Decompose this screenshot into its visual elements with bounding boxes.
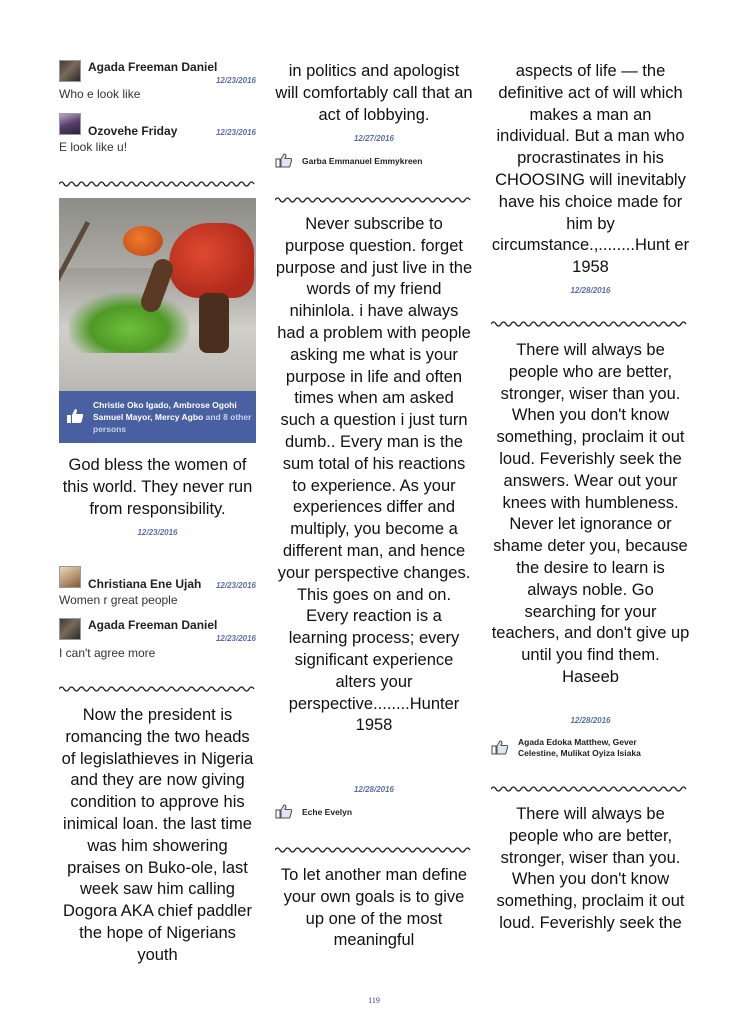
post-date: 12/28/2016 xyxy=(570,716,611,725)
thumbs-up-icon[interactable] xyxy=(66,408,84,424)
photo-woman-headscarf xyxy=(123,226,163,256)
wave-divider xyxy=(491,785,690,793)
photo-likes-banner[interactable] xyxy=(59,391,256,443)
comment-author[interactable]: Ozovehe Friday xyxy=(88,124,178,138)
comment-text: I can't agree more xyxy=(59,646,156,660)
avatar[interactable] xyxy=(59,566,81,588)
comment-date: 12/23/2016 xyxy=(215,634,256,643)
post-text: To let another man define your own goals is to give up one of the most meaningful xyxy=(280,866,468,950)
thumbs-up-icon[interactable] xyxy=(491,740,509,755)
comment xyxy=(59,113,256,153)
comment-author[interactable]: Agada Freeman Daniel xyxy=(88,60,218,74)
post-text: aspects of life — the definitive act of will which makes a man an individual. But a man who procrastinates in his CHOOSING will inevitably have his choice made for him by circumstance.,........Hunt er 1958 xyxy=(491,62,690,277)
post-text: Never subscribe to purpose question. forget purpose and just live in the words of my friend nihinlola. i have always had a problem with people asking me what is your purpose in life and often times when am asked such a question i just turn dumb.. Every man is the sum total of his reactions to experience. As your experiences differ and multiply, you become a different man, and hence your perspective changes. This goes on and on. Every reaction is a learning process; every significant experience alters your perspective........Hunter 1958 xyxy=(275,215,473,735)
like-names[interactable]: Agada Edoka Matthew, Gever Celestine, Mulikat Oyiza Isiaka xyxy=(518,737,641,758)
photo-woman xyxy=(169,223,254,298)
post-text: There will always be people who are better, stronger, wiser than you. When you don't know something, proclaim it out loud. Feverishly seek the xyxy=(496,805,685,932)
wave-divider xyxy=(275,846,473,854)
comment xyxy=(59,566,256,606)
comment-author[interactable]: Agada Freeman Daniel xyxy=(88,618,218,632)
photo-likes-text xyxy=(93,399,253,435)
wave-divider xyxy=(59,180,256,188)
photo-woman-leg xyxy=(199,293,229,353)
post-date: 12/23/2016 xyxy=(137,528,178,537)
like-row[interactable] xyxy=(275,153,473,169)
thumbs-up-icon[interactable] xyxy=(275,804,293,819)
post-text: in politics and apologist will comfortably call that an act of lobbying. xyxy=(275,62,473,124)
thumbs-up-icon[interactable] xyxy=(275,153,293,168)
comment-date: 12/23/2016 xyxy=(215,581,256,590)
comment-text: E look like u! xyxy=(59,140,128,154)
like-row[interactable] xyxy=(275,804,473,820)
post-text: There will always be people who are better, stronger, wiser than you. When you don't know something, proclaim it out loud. Feverishly seek the answers. Wear out your knees with humbleness. Never let ignorance or shame deter you, because the desire to learn is always noble. Go searching for your teachers, and don't give up until you find them. Haseeb xyxy=(491,341,690,686)
comment-author[interactable]: Christiana Ene Ujah xyxy=(88,577,202,591)
likes-others[interactable]: and 8 other persons xyxy=(93,412,252,434)
avatar[interactable] xyxy=(59,60,81,82)
like-names[interactable]: Eche Evelyn xyxy=(302,807,353,817)
wave-divider xyxy=(491,320,690,328)
post-date: 12/28/2016 xyxy=(353,785,395,794)
photo-seedlings xyxy=(69,293,189,353)
wave-divider xyxy=(275,196,473,204)
comment-text: Who e look like xyxy=(59,87,141,101)
like-row[interactable] xyxy=(491,737,690,761)
post-text: Now the president is romancing the two heads of legislathieves in Nigeria and they are now giving condition to approve his inimical loan. the last time was him showering praises on Buko-ole, last week saw him calling Dogora AKA chief paddler the hope of Nigerians youth xyxy=(61,706,254,964)
comment-date: 12/23/2016 xyxy=(215,128,256,137)
avatar[interactable] xyxy=(59,618,81,640)
comment xyxy=(59,60,256,100)
post-date: 12/27/2016 xyxy=(353,134,395,143)
comment xyxy=(59,618,256,658)
avatar[interactable] xyxy=(59,113,81,135)
post-date: 12/28/2016 xyxy=(570,286,611,295)
post-text: God bless the women of this world. They never run from responsibility. xyxy=(62,456,253,518)
page-number: 119 xyxy=(368,996,380,1005)
comment-text: Women r great people xyxy=(59,593,178,607)
post-photo[interactable] xyxy=(59,198,256,443)
wave-divider xyxy=(59,685,256,693)
liker-names[interactable]: Christie Oko Igado, Ambrose Ogohi Samuel Mayor, Mercy Agbo xyxy=(93,400,237,422)
comment-date: 12/23/2016 xyxy=(215,76,256,85)
like-names[interactable]: Garba Emmanuel Emmykreen xyxy=(302,156,423,166)
